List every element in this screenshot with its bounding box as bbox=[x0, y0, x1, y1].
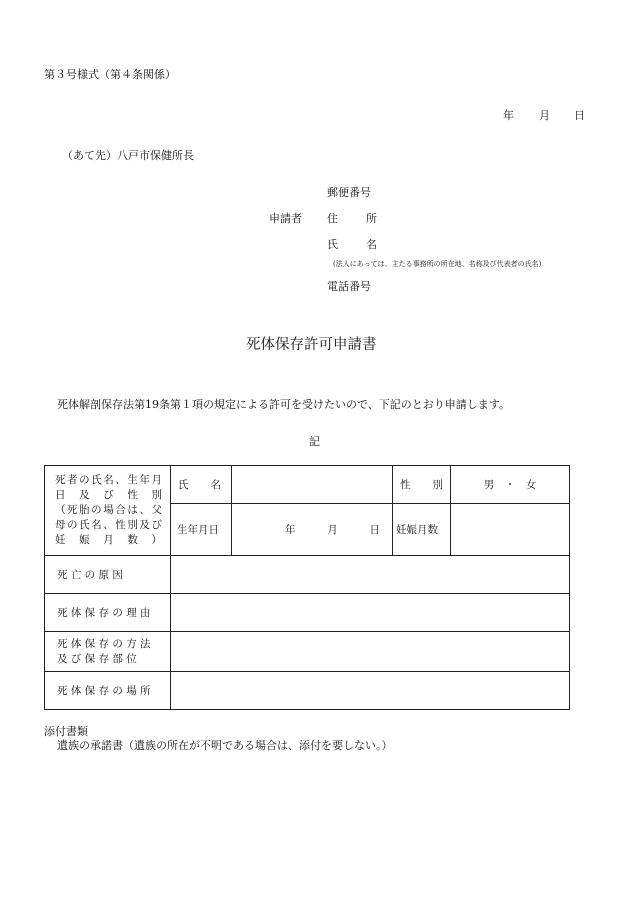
preservation-method-label: 死 体 保 存 の 方 法 及 び 保 存 部 位 bbox=[45, 632, 171, 672]
sex-label: 性 別 bbox=[393, 466, 451, 504]
address-label-b: 所 bbox=[366, 212, 377, 225]
birth-year-label: 年 bbox=[285, 524, 296, 536]
name-label-b: 名 bbox=[366, 238, 377, 251]
sex-options[interactable]: 男 ・ 女 bbox=[483, 479, 537, 491]
application-table bbox=[44, 465, 570, 710]
corporation-note: (法人にあっては、主たる事務所の所在地、名称及び代表者の氏名) bbox=[333, 260, 542, 268]
cause-of-death-field[interactable] bbox=[171, 556, 570, 594]
cause-of-death-label: 死 亡 の 原 因 bbox=[45, 556, 171, 594]
date-year-label: 年 bbox=[503, 109, 514, 122]
intro-text: 死体解剖保存法第19条第１項の規定による許可を受けたいので、下記のとおり申請します。 bbox=[57, 398, 510, 411]
postal-code-label: 郵便番号 bbox=[327, 186, 371, 199]
birth-month-label: 月 bbox=[327, 524, 338, 536]
deceased-name-field[interactable] bbox=[232, 466, 393, 504]
address-label-a: 住 bbox=[327, 212, 338, 225]
birth-day-label: 日 bbox=[369, 524, 380, 536]
preservation-method-field[interactable] bbox=[171, 632, 570, 672]
phone-label: 電話番号 bbox=[327, 280, 371, 293]
preservation-place-label: 死 体 保 存 の 場 所 bbox=[45, 672, 171, 710]
attachments-item: 遺族の承諾書（遺族の所在が不明である場合は、添付を要しない。） bbox=[57, 739, 393, 752]
table-row bbox=[45, 594, 570, 632]
addressee: （あて先）八戸市保健所長 bbox=[62, 149, 194, 162]
sex-field[interactable] bbox=[451, 466, 570, 504]
birthdate-field[interactable] bbox=[232, 504, 393, 556]
table-row bbox=[45, 556, 570, 594]
pregnancy-months-label: 妊娠月数 bbox=[393, 504, 451, 556]
attachments-heading: 添付書類 bbox=[44, 725, 88, 738]
name-label-a: 氏 bbox=[327, 238, 338, 251]
table-row bbox=[45, 632, 570, 672]
deceased-name-label: 氏 名 bbox=[171, 466, 232, 504]
birthdate-label: 生年月日 bbox=[171, 504, 232, 556]
date-day-label: 日 bbox=[574, 109, 585, 122]
preservation-reason-field[interactable] bbox=[171, 594, 570, 632]
document-title: 死体保存許可申請書 bbox=[246, 337, 377, 353]
ki-heading: 記 bbox=[309, 435, 320, 448]
form-number: 第３号様式（第４条関係） bbox=[44, 68, 176, 81]
pregnancy-months-field[interactable] bbox=[451, 504, 570, 556]
applicant-label: 申請者 bbox=[269, 212, 302, 225]
preservation-reason-label: 死 体 保 存 の 理 由 bbox=[45, 594, 171, 632]
deceased-info-label: 死者の氏名、生年月 日 及 び 性 別 （死胎の場合は、父 母の氏名、性別及び 妊 娠 月 数 ） bbox=[45, 466, 171, 556]
table-row bbox=[45, 466, 570, 504]
date-month-label: 月 bbox=[539, 109, 550, 122]
table-row bbox=[45, 672, 570, 710]
preservation-place-field[interactable] bbox=[171, 672, 570, 710]
